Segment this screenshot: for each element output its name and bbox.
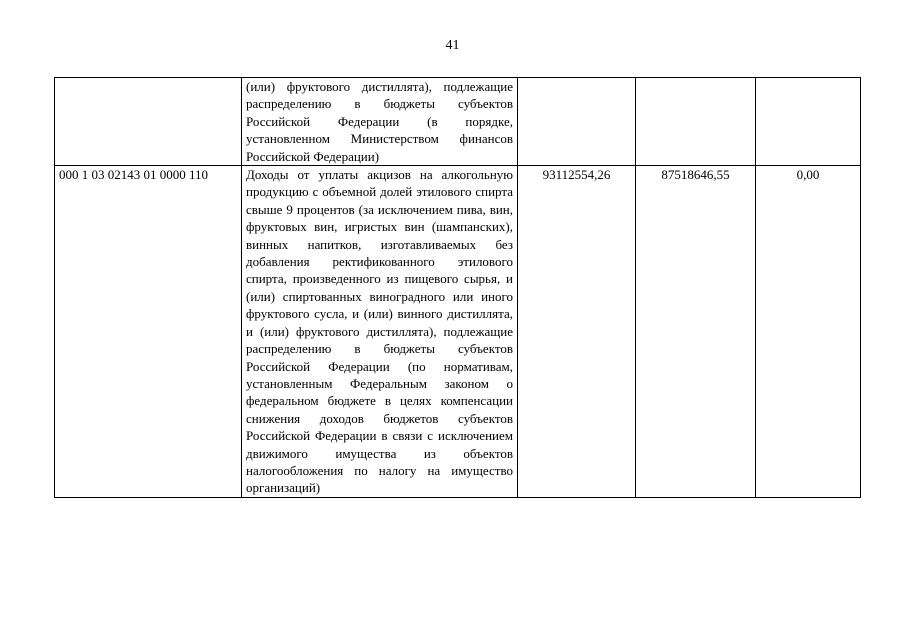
- budget-code-cell: [55, 78, 242, 166]
- description-cell: Доходы от уплаты акцизов на алкогольную продукцию с объемной долей этилового спирта свыше 9 процентов (за исключением пива, вин, фруктовых вин, игристых вин (шампанских), винных напитков, изготавливаемых без добавления ректификованного этилового спирта, произведенного из пищевого сырья, и (или) спиртованных виноградного или иного фруктового сусла, и (или) винного дистиллята, и (или) фруктового дистиллята), подлежащие распределению в бюджеты субъектов Российской Федерации (по нормативам, установленным Федеральным законом о федеральном бюджете в целях компенсации снижения доходов бюджетов субъектов Российской Федерации в связи с исключением движимого имущества из объектов налогообложения по налогу на имущество организаций): [242, 166, 518, 498]
- value-1-cell: [518, 78, 636, 166]
- value-2-cell: 87518646,55: [636, 166, 756, 498]
- value-3-cell: 0,00: [756, 166, 861, 498]
- value-2-cell: [636, 78, 756, 166]
- value-1-cell: 93112554,26: [518, 166, 636, 498]
- budget-code-cell: 000 1 03 02143 01 0000 110: [55, 166, 242, 498]
- page-number: 41: [445, 38, 460, 53]
- description-cell: (или) фруктового дистиллята), подлежащие распределению в бюджеты субъектов Российской Федерации (в порядке, установленном Министерством финансов Российской Федерации): [242, 78, 518, 166]
- table-row: [55, 78, 861, 166]
- value-3-cell: [756, 78, 861, 166]
- budget-table: [54, 77, 861, 498]
- table-row: [55, 166, 861, 498]
